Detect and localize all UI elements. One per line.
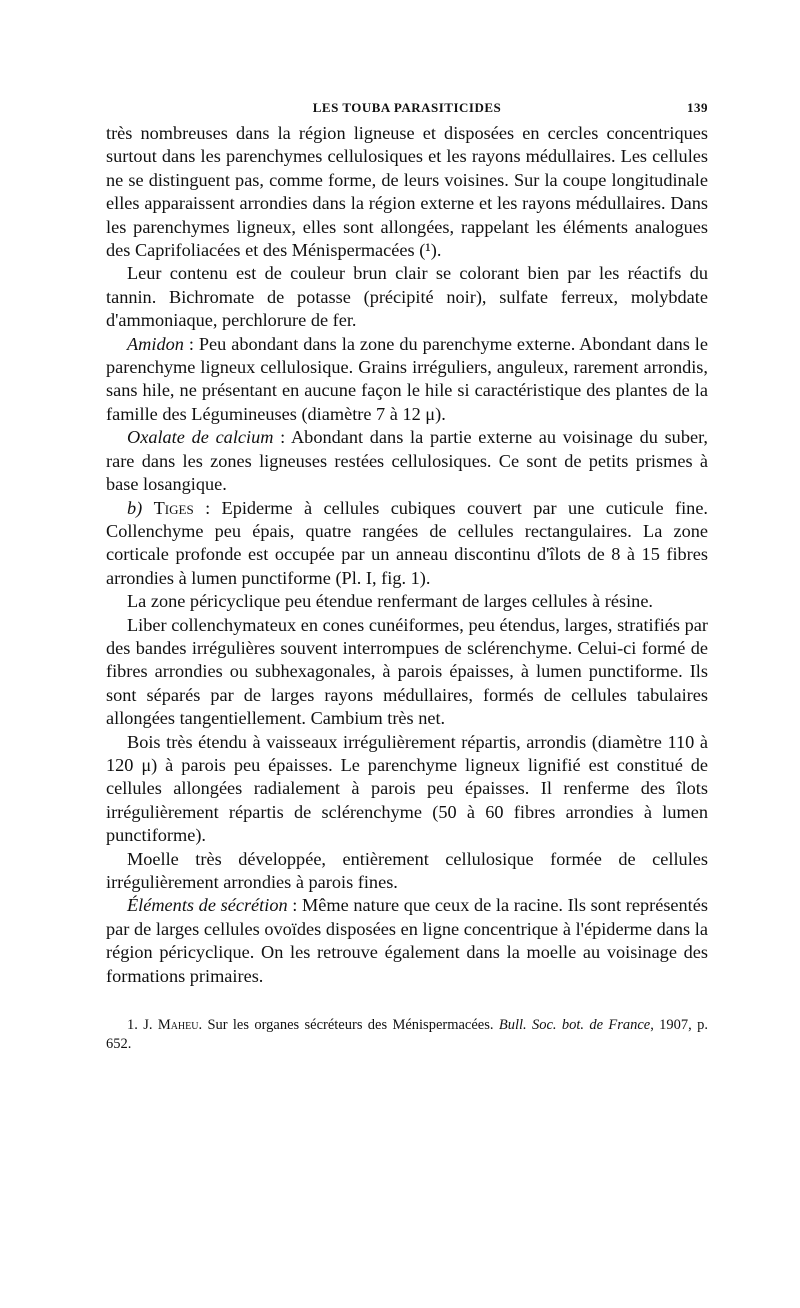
paragraph-text: : Même nature que ceux de la racine. Ils sont représentés par de larges cellules ovoïdes disposées en ligne concentrique à l'épiderme dans la région péricyclique. On les retrouve également dans la moelle au voisinage des formations primaires. [106,895,708,986]
paragraph-bois [106,731,708,848]
paragraph-oxalate [106,426,708,496]
footnote-author-initial: J. [143,1017,153,1034]
paragraph-amidon [106,333,708,427]
footnote-journal: Bull. Soc. bot. de France [498,1017,651,1034]
paragraph-pericycle [106,590,708,613]
page [106,100,708,1054]
section-label-tiges: Tiges [153,497,194,518]
section-label-secretion: Éléments de sécrétion [127,895,288,916]
section-letter-b: b) [127,497,143,518]
paragraph-text: très nombreuses dans la région ligneuse et disposées en cercles concentriques surtout dans les parenchymes cellulosiques et les rayons médullaires. Les cellules ne se distinguent pas, comme forme, de leurs voisines. Sur la coupe longitudinale elles apparaissent arrondies dans la région externe et les rayons médullaires. Dans les parenchymes ligneux, elles sont allongées, rappelant les éléments analogues des Caprifoliacées et des Ménispermacées (¹). [106,123,708,261]
footnote-text: . Sur les organes sécréteurs des Ménispermacées. [198,1017,494,1034]
paragraph-cells-continued [106,122,708,262]
section-label-oxalate: Oxalate de calcium [127,427,274,448]
paragraph-text: Moelle très développée, entièrement cellulosique formée de cellules irrégulièrement arrondies à parois fines. [106,848,708,892]
paragraph-moelle [106,848,708,895]
paragraph-cell-content [106,262,708,332]
page-number: 139 [687,100,708,115]
running-title: LES TOUBA PARASITICIDES [312,100,502,115]
paragraph-tiges [106,497,708,591]
footnote-citation: , 1907, p. 652. [106,1017,708,1053]
paragraph-text: Leur contenu est de couleur brun clair se colorant bien par les réactifs du tannin. Bichromate de potasse (précipité noir), sulfate ferreux, molybdate d'ammoniaque, perchlorure de fer. [106,263,708,331]
footnote-separator [106,988,708,1002]
paragraph-text: La zone péricyclique peu étendue renfermant de larges cellules à résine. [127,591,654,612]
paragraph-text: : Peu abondant dans la zone du parenchyme externe. Abondant dans le parenchyme ligneux cellulosique. Grains irréguliers, anguleux, rarement arrondis, sans hile, ne présentant en aucune façon le hile si caractéristique des plantes de la famille des Légumineuses (diamètre 7 à 12 μ). [106,333,708,424]
paragraph-secretion [106,894,708,988]
running-header [106,100,708,122]
footnote-author-name: Maheu [157,1017,199,1034]
section-label-amidon: Amidon [127,333,184,354]
paragraph-text: : Abondant dans la partie externe au voisinage du suber, rare dans les zones ligneuses restées cellulosiques. Ce sont de petits prismes à base losangique. [106,427,709,495]
paragraph-text: Bois très étendu à vaisseaux irrégulièrement répartis, arrondis (diamètre 110 à 120 μ) à parois peu épaisses. Le parenchyme ligneux lignifié est constitué de cellules allongées radialement à parois peu épaisses. Il renferme des îlots irrégulièrement répartis de sclérenchyme (50 à 60 fibres arrondies à lumen punctiforme). [106,731,708,846]
footnote-number: 1. [127,1017,138,1034]
paragraph-liber [106,614,708,731]
footnote [106,1016,708,1054]
paragraph-text: Liber collenchymateux en cones cunéiformes, peu étendus, larges, stratifiés par des bandes irrégulières souvent interrompues de sclérenchyme. Celui-ci formé de fibres arrondies ou subhexagonales, à parois épaisses, à lumen punctiforme. Ils sont séparés par de larges rayons médullaires, formés de cellules tabulaires allongées tangentiellement. Cambium très net. [106,614,708,729]
paragraph-text: : Epiderme à cellules cubiques couvert par une cuticule fine. Collenchyme peu épais, quatre rangées de cellules rectangulaires. La zone corticale profonde est occupée par un anneau discontinu d'îlots de 8 à 15 fibres arrondies à lumen punctiforme (Pl. I, fig. 1). [106,497,708,588]
body-text [106,122,708,988]
